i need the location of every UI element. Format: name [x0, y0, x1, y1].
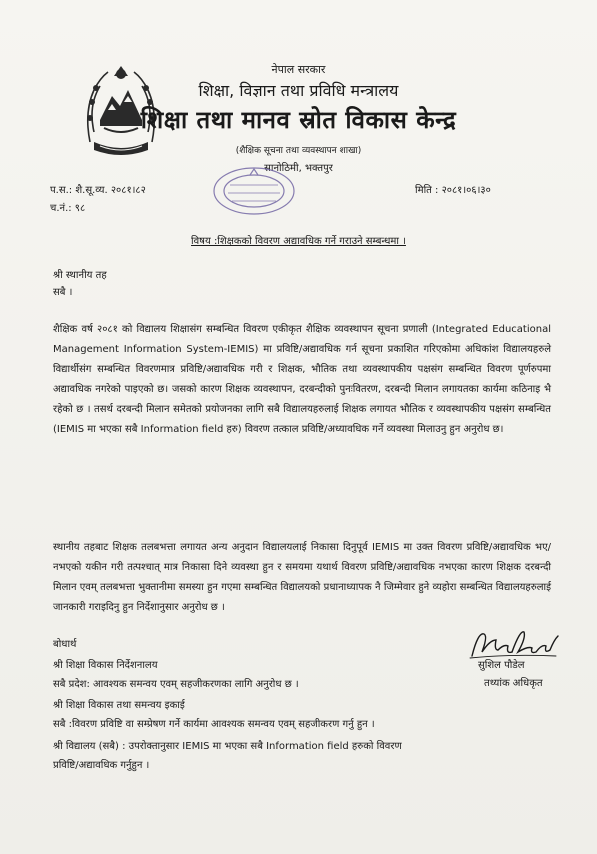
cc-line: प्रविष्टि/अद्यावधिक गर्नुहुन । — [53, 760, 150, 771]
cc-heading: बोधार्थ — [53, 639, 77, 650]
body-paragraph-1: शैक्षिक वर्ष २०८१ को विद्यालय शिक्षासंग सम्बन्धित विवरण एकीकृत शैक्षिक व्यवस्थापन सूचना प्रणाली (Integrated Educational Management Information System-IEMIS) मा प्रविष्टि/अद्यावधिक गर्न सूचना प्रकाशित गरिएकोमा अधिकांश विद्यालयहरुले विद्यार्थीसंग सम्बन्धित विवरणमात्र प्रविष्टि/अद्यावधिक गरी र शिक्षक, भौतिक तथा व्यवस्थापकीय पक्षसंग सम्बन्धित विवरण पूर्णरुपमा अद्यावधिक नगरेको पाइएको छ। जसको कारण शिक्षक व्यवस्थापन, दरबन्दीको पुनःवितरण, दरबन्दी मिलान लगायतका कार्यमा कठिनाइ भै रहेको छ । तसर्थ दरबन्दी मिलान समेतको प्रयोजनका लागि सबै विद्यालयहरुलाई शिक्षक लगायत भौतिक र व्यवस्थापकीय पक्षसंग सम्बन्धित (IEMIS मा भएका सबै Information field हरु) विवरण तत्काल प्रविष्टि/अध्यावधिक गर्ने व्यवस्था मिलाउनु हुन अनुरोध छ। — [53, 324, 551, 435]
reference-number: प.स.: शै.सू.व्य. २०८१।८२ — [50, 185, 146, 196]
cc-line: सबै :विवरण प्रविष्टि वा सम्प्रेषण गर्ने कार्यमा आवश्यक समन्वय एवम् सहजीकरण गर्नु हुन । — [53, 719, 375, 730]
cc-line: श्री शिक्षा विकास निर्देशनालय — [53, 660, 158, 671]
centre-name: शिक्षा तथा मानव स्रोत विकास केन्द्र — [140, 106, 457, 134]
cc-line: सबै प्रदेश: आवश्यक समन्वय एवम् सहजीकरणका लागि अनुरोध छ । — [53, 679, 299, 690]
government-name: नेपाल सरकार — [271, 63, 326, 76]
subject-text: विषय :शिक्षकको विवरण अद्यावधिक गर्ने गराउने सम्बन्धमा । — [191, 236, 406, 247]
recipient-scope: सबै । — [53, 287, 73, 298]
signatory-designation: तथ्यांक अधिकृत — [484, 678, 543, 689]
cc-line: श्री शिक्षा विकास तथा समन्वय इकाई — [53, 700, 185, 711]
ministry-name: शिक्षा, विज्ञान तथा प्रविधि मन्त्रालय — [198, 81, 399, 100]
office-stamp-icon — [210, 165, 298, 217]
section-name: (शैक्षिक सूचना तथा व्यवस्थापन शाखा) — [235, 146, 362, 156]
recipient-line: श्री स्थानीय तह — [53, 270, 107, 281]
body-paragraph-2: स्थानीय तहबाट शिक्षक तलबभत्ता लगायत अन्य अनुदान विद्यालयलाई निकासा दिनुपूर्व IEMIS मा उक्त विवरण प्रविष्टि/अद्यावधिक भए/नभएको यकीन गरी तत्पश्चात् मात्र निकासा दिने व्यवस्था हुन र समयमा यथार्थ विवरण प्रविष्टि/अद्यावधिक नभएका कारण शिक्षक दरबन्दी मिलान एवम् तलबभत्ता भुक्तानीमा समस्या हुन गएमा सम्बन्धित विद्यालयको प्रधानाध्यापक नै जिम्मेवार हुने व्यहोरा सम्बन्धित विद्यालयहरुलाई जानकारी गराइदिनु हुन निर्देशानुसार अनुरोध छ । — [53, 542, 551, 613]
cc-line: श्री विद्यालय (सबै) : उपरोक्तानुसार IEMIS मा भएका सबै Information field हरुको विवरण — [53, 741, 402, 752]
letter-date: मिति : २०८१।०६।३० — [415, 185, 491, 196]
letter-subject — [0, 233, 597, 247]
dispatch-number: च.नं.: ९८ — [50, 203, 86, 214]
office-location: सानोठिमी, भक्तपुर — [264, 163, 333, 174]
signatory-name: सुशिल पौडेल — [478, 660, 525, 671]
